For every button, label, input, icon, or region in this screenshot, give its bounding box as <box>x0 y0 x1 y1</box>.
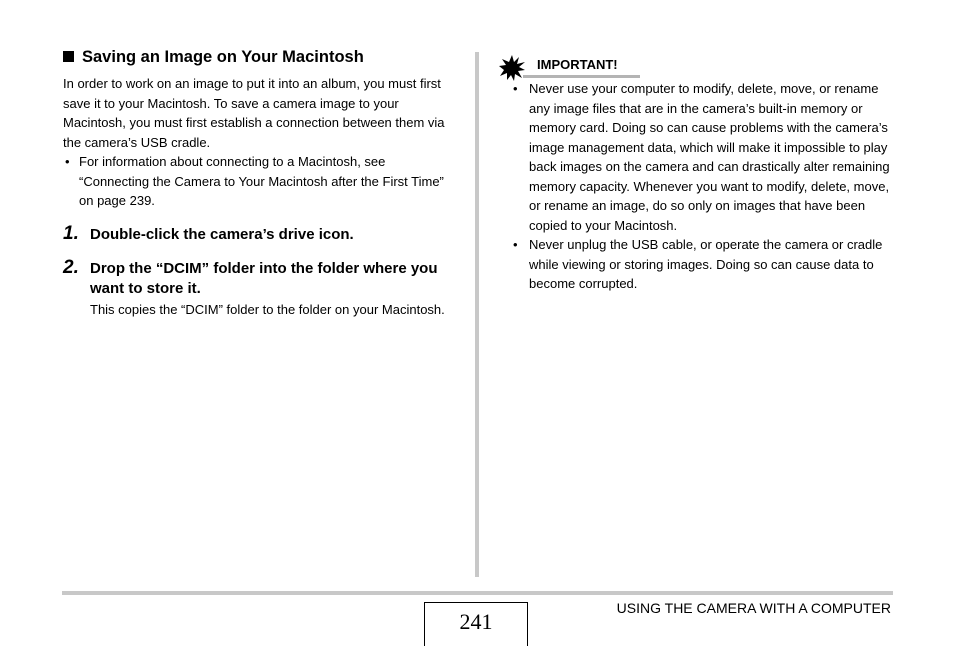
important-bullet-list <box>499 79 891 294</box>
footer-divider <box>62 591 893 595</box>
step-text: Drop the “DCIM” folder into the folder where you want to store it. <box>90 259 438 297</box>
step-description: This copies the “DCIM” folder to the folder on your Macintosh. <box>90 301 445 317</box>
section-title <box>63 46 458 68</box>
step-number: 1. <box>63 222 79 244</box>
intro-paragraph: In order to work on an image to put it into an album, you must first save it to your Macintosh. To save a camera image to your Macintosh, you must first establish a connection between them via the camera’s USB cradle. <box>63 76 445 150</box>
step-2 <box>63 256 458 320</box>
important-label: IMPORTANT! <box>537 57 618 72</box>
page-number: 241 <box>424 602 528 646</box>
right-column <box>499 55 891 294</box>
important-bullet-item: • Never unplug the USB cable, or operate the camera or cradle while viewing or storing images. Doing so can cause data to become corrupted. <box>499 235 891 294</box>
square-bullet-icon <box>63 51 74 62</box>
important-bullet-item: • Never use your computer to modify, delete, move, or rename any image files that are in the camera’s built-in memory or memory card. Doing so can cause problems with the camera’s image management data, which will make it impossible to play back images on the camera and can drastically alter remaining memory capacity. Whenever you want to modify, delete, move, or rename an image, do so only on images that have been copied to your Macintosh. <box>499 79 891 235</box>
section-title-text: Saving an Image on Your Macintosh <box>82 48 364 66</box>
step-number: 2. <box>63 256 79 278</box>
footer-section-label: USING THE CAMERA WITH A COMPUTER <box>616 600 891 616</box>
step-text: Double-click the camera’s drive icon. <box>90 225 354 243</box>
important-heading <box>499 55 891 79</box>
starburst-icon <box>499 55 525 81</box>
step-1 <box>63 222 458 245</box>
info-bullet-item: • For information about connecting to a Macintosh, see “Connecting the Camera to Your Macintosh after the First Time” on page 239. <box>63 152 458 211</box>
column-divider <box>475 52 479 577</box>
left-column <box>63 46 458 319</box>
important-underline <box>523 75 640 78</box>
info-bullet-list <box>63 152 458 211</box>
